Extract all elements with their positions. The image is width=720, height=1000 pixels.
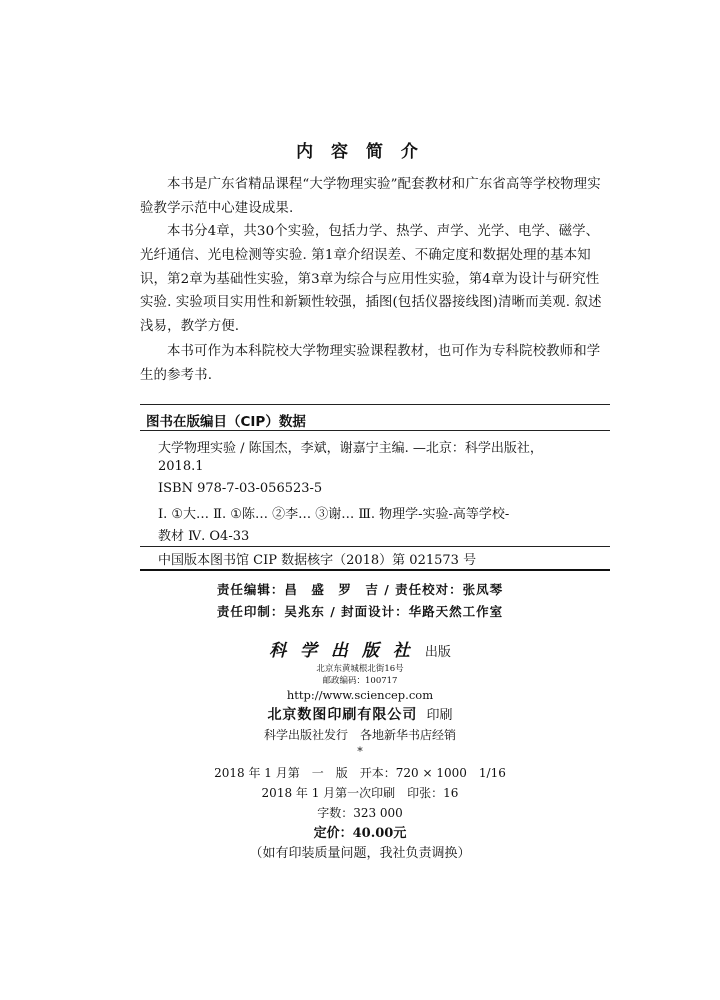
- price-label: 定价：: [313, 826, 353, 841]
- cip-title: 图书在版编目（CIP）数据: [146, 414, 306, 430]
- edition-line-1: 2018 年 1 月第 一 版 开本：720 × 1000 1/16: [214, 766, 506, 780]
- cip-line-classification: 教材 Ⅳ. O4-33: [158, 529, 250, 544]
- price-line: [0, 822, 720, 841]
- publisher-postcode: 邮政编码：100717: [322, 676, 398, 686]
- credits-editors: 责任编辑：昌 盛 罗 吉 / 责任校对：张凤琴: [216, 582, 504, 597]
- word-count: 字数：323 000: [317, 806, 403, 820]
- cip-line-isbn: ISBN 978-7-03-056523-5: [158, 481, 323, 496]
- intro-paragraph-2: 本书分4章，共30个实验，包括力学、热学、声学、光学、电学、磁学、光纤通信、光电检测等实验. 第1章介绍误差、不确定度和数据处理的基本知识，第2章为基础性实验，第3章为综合与应用性实验，第4章为设计与研究性实验. 实验项目实用性和新颖性较强，插图(包括仪器接线图)清晰而美观. 叙述浅易，教学方便.: [140, 224, 602, 335]
- cip-title-rule: [140, 430, 610, 431]
- cip-top-rule: [140, 404, 610, 405]
- printer-suffix: 印刷: [426, 708, 453, 723]
- cip-line-date: 2018.1: [158, 459, 204, 474]
- printer-name: 北京数图印刷有限公司: [267, 707, 418, 723]
- cip-bottom-rule: [140, 569, 610, 571]
- intro-paragraph-1: 本书是广东省精品课程“大学物理实验”配套教材和广东省高等学校物理实验教学示范中心建设成果.: [140, 177, 601, 216]
- edition-line-2: 2018 年 1 月第一次印刷 印张：16: [261, 786, 459, 800]
- cip-line-check-number: 中国版本图书馆 CIP 数据核字（2018）第 021573 号: [158, 553, 477, 568]
- printer-line: [0, 704, 720, 724]
- credits-production: 责任印制：吴兆东 / 封面设计：华路天然工作室: [216, 604, 504, 619]
- separator-star: *: [357, 745, 363, 758]
- publisher-suffix: 出版: [424, 645, 451, 660]
- publisher-url: http://www.sciencep.com: [286, 688, 434, 702]
- intro-heading: 内 容 简 介: [296, 142, 424, 162]
- cip-line-subjects: Ⅰ. ①大… Ⅱ. ①陈… ②李… ③谢… Ⅲ. 物理学-实验-高等学校-: [158, 507, 510, 522]
- publisher-address: 北京东黄城根北街16号: [316, 664, 404, 674]
- publisher-logo: 科 学 出 版 社: [269, 641, 414, 661]
- distribution-line: 科学出版社发行 各地新华书店经销: [263, 728, 456, 742]
- cip-line-title: 大学物理实验 / 陈国杰，李斌，谢嘉宁主编. —北京：科学出版社，: [158, 441, 543, 456]
- price-value: 40.00元: [352, 826, 407, 841]
- cip-check-top-rule: [140, 546, 610, 547]
- publisher-line: [0, 636, 720, 661]
- intro-paragraph-3: 本书可作为本科院校大学物理实验课程教材，也可作为专科院校教师和学生的参考书.: [140, 344, 601, 383]
- quality-note: （如有印装质量问题，我社负责调换）: [249, 846, 471, 861]
